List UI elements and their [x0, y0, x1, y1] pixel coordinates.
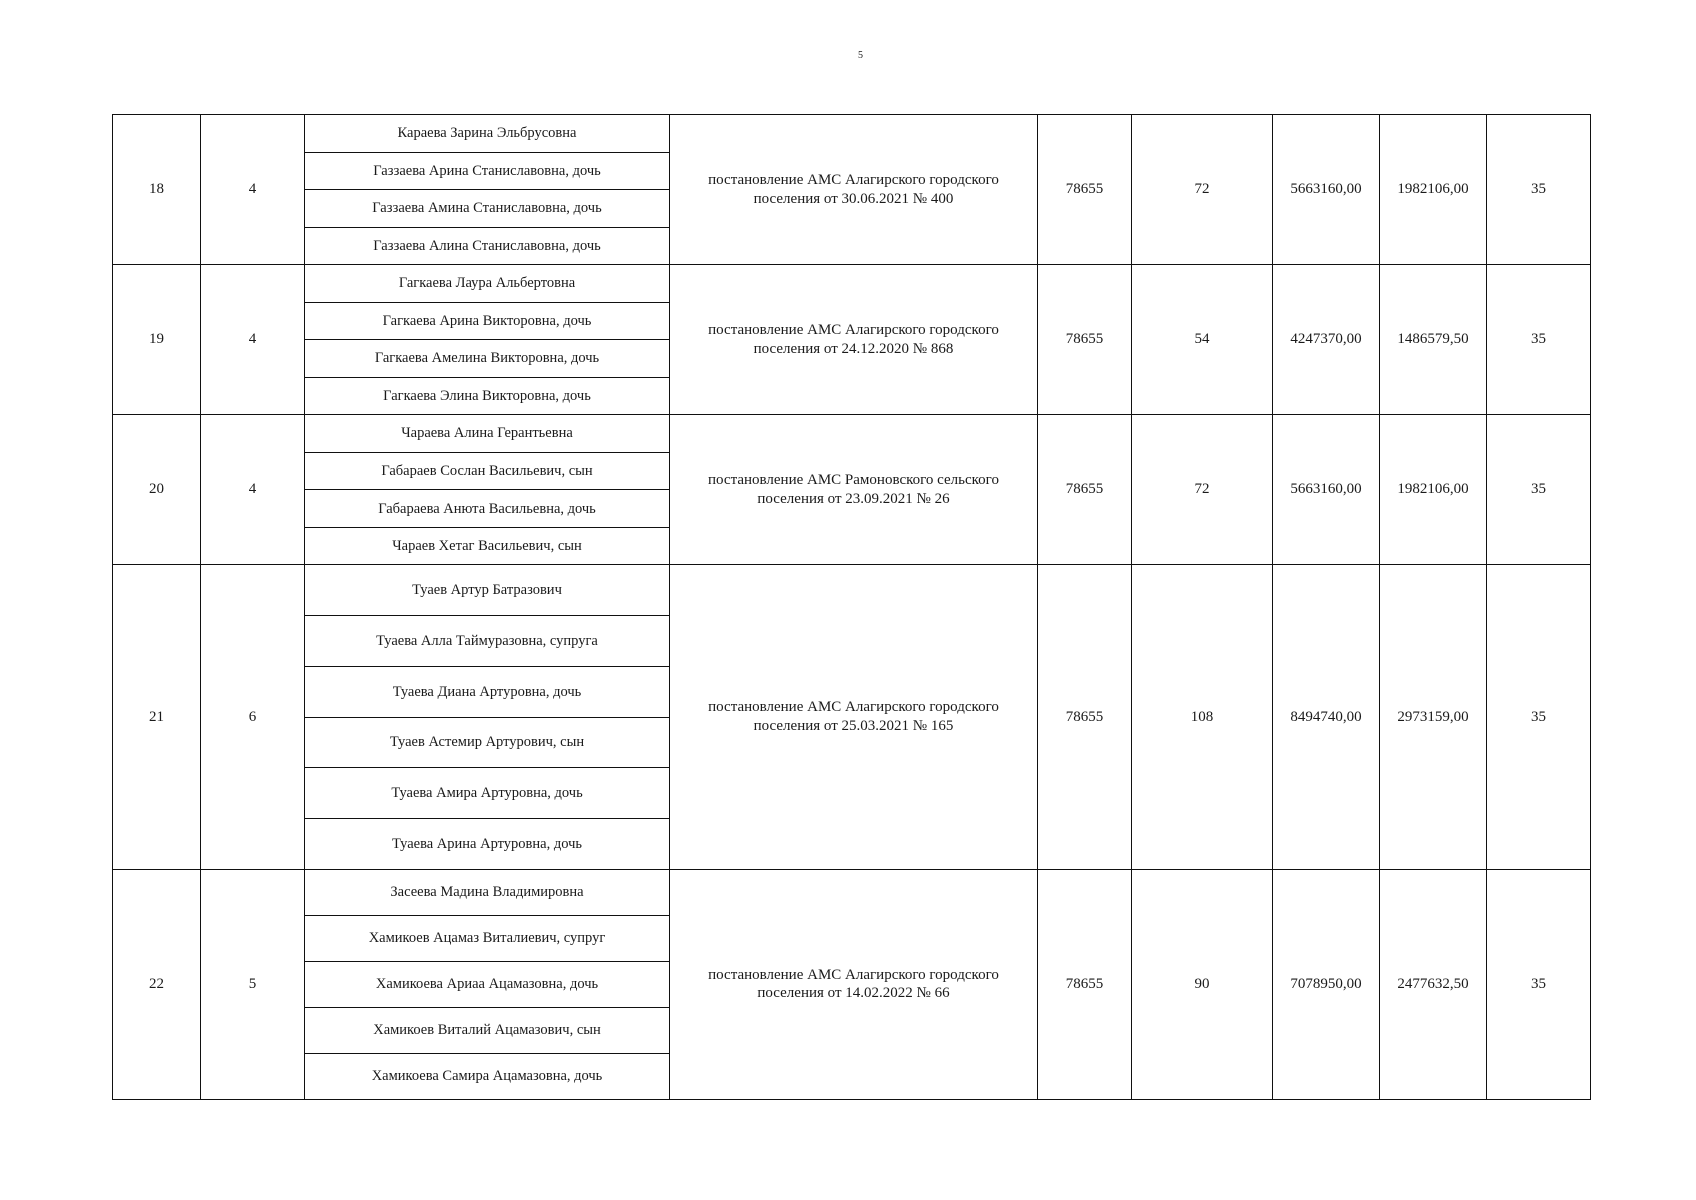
total-cost: 5663160,00 [1273, 115, 1380, 265]
decree-text: постановление АМС Рамоновского сельского поселения от 23.09.2021 № 26 [670, 415, 1038, 565]
family-member: Гагкаева Арина Викторовна, дочь [305, 302, 670, 340]
decree-text: постановление АМС Алагирского городского поселения от 30.06.2021 № 400 [670, 115, 1038, 265]
norm-price: 78655 [1038, 869, 1132, 1099]
family-member: Туаева Алла Таймуразовна, супруга [305, 616, 670, 667]
table-row [113, 415, 1591, 453]
family-member: Газзаева Алина Станиславовна, дочь [305, 227, 670, 265]
row-number: 21 [113, 565, 201, 869]
decree-text: постановление АМС Алагирского городского поселения от 25.03.2021 № 165 [670, 565, 1038, 869]
housing-area: 54 [1132, 265, 1273, 415]
family-registry-table [112, 114, 1591, 1100]
decree-text: постановление АМС Алагирского городского поселения от 24.12.2020 № 868 [670, 265, 1038, 415]
subsidy-percent: 35 [1487, 565, 1591, 869]
subsidy-percent: 35 [1487, 115, 1591, 265]
row-number: 22 [113, 869, 201, 1099]
family-member: Гагкаева Элина Викторовна, дочь [305, 377, 670, 415]
subsidy-percent: 35 [1487, 415, 1591, 565]
decree-text: постановление АМС Алагирского городского поселения от 14.02.2022 № 66 [670, 869, 1038, 1099]
family-member: Туаева Диана Артуровна, дочь [305, 666, 670, 717]
housing-area: 90 [1132, 869, 1273, 1099]
total-cost: 4247370,00 [1273, 265, 1380, 415]
page-number: 5 [858, 50, 863, 61]
family-member: Газзаева Амина Станиславовна, дочь [305, 190, 670, 228]
family-member: Хамикоев Виталий Ацамазович, сын [305, 1007, 670, 1053]
family-member: Чараева Алина Герантьевна [305, 415, 670, 453]
table-row [113, 869, 1591, 915]
housing-area: 72 [1132, 415, 1273, 565]
family-member: Габараев Сослан Васильевич, сын [305, 452, 670, 490]
family-size: 6 [201, 565, 305, 869]
norm-price: 78655 [1038, 265, 1132, 415]
subsidy-percent: 35 [1487, 265, 1591, 415]
family-member: Туаев Астемир Артурович, сын [305, 717, 670, 768]
row-number: 19 [113, 265, 201, 415]
norm-price: 78655 [1038, 565, 1132, 869]
family-member: Туаева Амира Артуровна, дочь [305, 768, 670, 819]
family-member: Хамикоев Ацамаз Виталиевич, супруг [305, 915, 670, 961]
family-member: Гагкаева Амелина Викторовна, дочь [305, 340, 670, 378]
subsidy-amount: 1982106,00 [1380, 115, 1487, 265]
subsidy-amount: 2973159,00 [1380, 565, 1487, 869]
total-cost: 5663160,00 [1273, 415, 1380, 565]
housing-area: 72 [1132, 115, 1273, 265]
subsidy-amount: 1982106,00 [1380, 415, 1487, 565]
family-member: Хамикоева Ариаа Ацамазовна, дочь [305, 961, 670, 1007]
family-size: 4 [201, 415, 305, 565]
housing-area: 108 [1132, 565, 1273, 869]
norm-price: 78655 [1038, 115, 1132, 265]
registry-body [113, 115, 1591, 1100]
table-row [113, 115, 1591, 153]
table-row [113, 565, 1591, 616]
family-member: Габараева Анюта Васильевна, дочь [305, 490, 670, 528]
family-member: Караева Зарина Эльбрусовна [305, 115, 670, 153]
subsidy-amount: 1486579,50 [1380, 265, 1487, 415]
table-row [113, 265, 1591, 303]
row-number: 18 [113, 115, 201, 265]
family-member: Туаева Арина Артуровна, дочь [305, 818, 670, 869]
subsidy-amount: 2477632,50 [1380, 869, 1487, 1099]
family-member: Газзаева Арина Станиславовна, дочь [305, 152, 670, 190]
family-size: 5 [201, 869, 305, 1099]
family-member: Чараев Хетаг Васильевич, сын [305, 527, 670, 565]
family-size: 4 [201, 115, 305, 265]
total-cost: 7078950,00 [1273, 869, 1380, 1099]
row-number: 20 [113, 415, 201, 565]
subsidy-percent: 35 [1487, 869, 1591, 1099]
family-member: Хамикоева Самира Ацамазовна, дочь [305, 1053, 670, 1099]
family-member: Гагкаева Лаура Альбертовна [305, 265, 670, 303]
total-cost: 8494740,00 [1273, 565, 1380, 869]
norm-price: 78655 [1038, 415, 1132, 565]
family-member: Засеева Мадина Владимировна [305, 869, 670, 915]
family-size: 4 [201, 265, 305, 415]
family-member: Туаев Артур Батразович [305, 565, 670, 616]
